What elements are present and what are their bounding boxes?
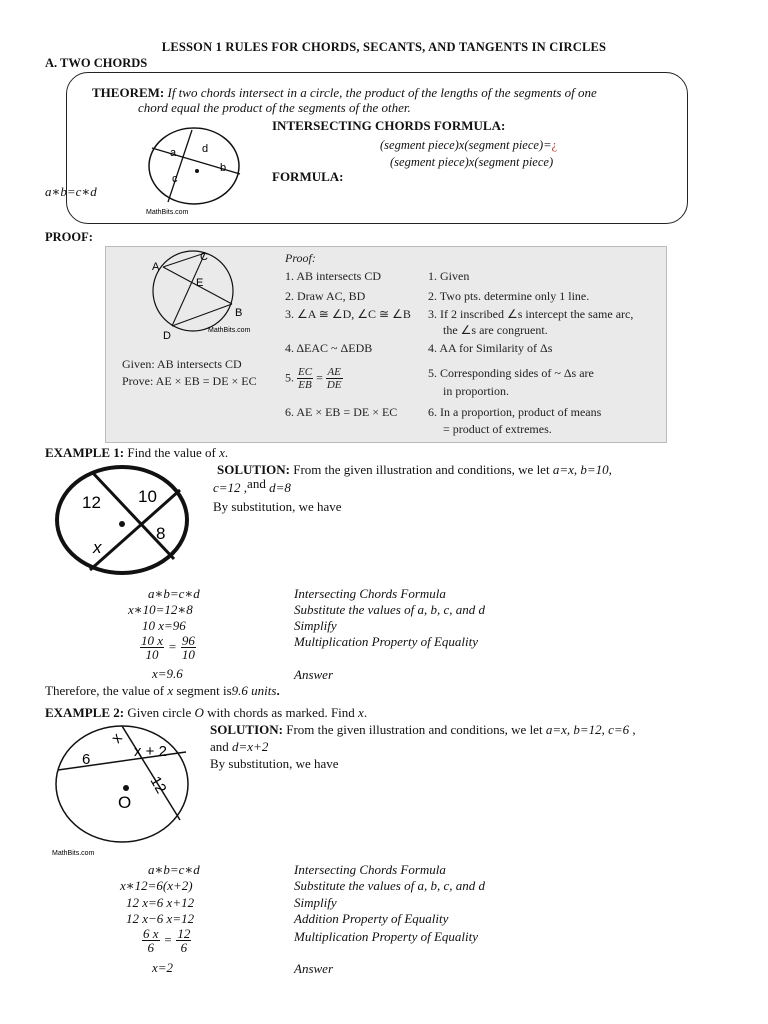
example1-and-word: and <box>247 476 266 491</box>
example1-by-substitution: By substitution, we have <box>213 499 342 514</box>
proof-label: Proof: <box>285 251 316 265</box>
example2-label-o: O <box>118 793 132 812</box>
example2-solution-label: SOLUTION: <box>210 722 283 737</box>
ex1-frac-right <box>181 634 196 661</box>
proof-reason-2: 2. Two pts. determine only 1 line. <box>428 289 590 303</box>
example2-and: and <box>210 739 233 754</box>
theorem-label: THEOREM: <box>92 85 165 100</box>
ratio-n1: EC <box>298 366 313 378</box>
example2-var: x <box>358 705 364 720</box>
example2-label-12: 12 <box>146 773 170 797</box>
formula-line1 <box>380 138 557 153</box>
chord-cd <box>168 130 192 202</box>
example1-prompt-text: Find the value of <box>124 445 220 460</box>
center-dot <box>195 169 199 173</box>
formula-line2: (segment piece)x(segment piece) <box>390 155 554 169</box>
example2-solution-text: From the given illustration and conditions, we let <box>282 722 546 737</box>
therefore-end: . <box>276 683 280 698</box>
example2-solution-line1 <box>210 722 636 738</box>
ex1-frac-right-num: 96 <box>181 633 195 648</box>
example1-chord-1 <box>92 472 174 559</box>
proof-label-a: A <box>152 261 160 273</box>
example1-solution-label: SOLUTION: <box>217 462 290 477</box>
proof-statement-6: 6. AE × EB = DE × EC <box>285 405 398 419</box>
example1-label-x: x <box>93 538 102 557</box>
proof-label-e: E <box>196 277 204 289</box>
example1-solution-line1 <box>217 462 612 478</box>
ex1-step3-math: 10 x=96 <box>142 618 186 633</box>
fig-label-d: d <box>202 143 209 155</box>
example1-sol-vars2: c=12 , <box>213 480 248 495</box>
example1-circle <box>57 467 187 573</box>
theorem-line2: chord equal the product of the segments of the other. <box>138 100 411 115</box>
ex2-frac-left <box>142 927 160 954</box>
example2-sol-vars1: a=x, b=12, c=6 , <box>545 722 636 737</box>
ex2-step5-math: $\frac{6 x}{6}$ = $\frac{12}{6}$ <box>143 926 191 955</box>
lesson-title: LESSON 1 RULES FOR CHORDS, SECANTS, AND TANGENTS IN CIRCLES <box>161 40 607 54</box>
fig-label-c: c <box>172 173 178 185</box>
example2-label-x: x <box>108 729 126 747</box>
example2-prompt <box>45 705 367 721</box>
example2-by-substitution: By substitution, we have <box>210 756 339 771</box>
example2-label-x2: x + 2 <box>134 743 167 760</box>
example1-figure <box>52 462 192 580</box>
therefore-b: segment is <box>173 683 232 698</box>
formula-abcd: a∗b=c∗d <box>45 184 97 199</box>
proof-ratio-left <box>297 366 313 391</box>
therefore-val: 9.6 units <box>231 683 277 698</box>
ex2-frac-left-num: 6 x <box>143 926 159 941</box>
example1-center <box>119 521 125 527</box>
ex2-step3-reason: Simplify <box>294 895 337 910</box>
example2-label: EXAMPLE 2: <box>45 705 125 720</box>
ex2-frac-left-den: 6 <box>147 940 155 955</box>
formula-label: FORMULA: <box>272 169 344 184</box>
example1-label-12: 12 <box>82 493 101 512</box>
proof-circle-figure <box>108 248 258 343</box>
fig-credit: MathBits.com <box>146 209 189 216</box>
example2-fig-credit: MathBits.com <box>52 850 95 857</box>
ex1-step1-math: a∗b=c∗d <box>148 586 200 601</box>
ex2-step3-math: 12 x=6 x+12 <box>126 895 195 910</box>
proof-statement-5: 5. $\frac{EC}{EB}$ = $\frac{AE}{DE}$ <box>285 366 342 391</box>
proof-reason-5a: 5. Corresponding sides of ~ Δs are <box>428 366 594 380</box>
example2-prompt-a: Given circle <box>124 705 195 720</box>
ex2-step5-reason: Multiplication Property of Equality <box>294 929 479 944</box>
example2-sol-vars2: d=x+2 <box>232 739 269 754</box>
ex1-frac-left-num: 10 x <box>141 633 164 648</box>
proof-statement-5-num: 5. <box>285 370 294 385</box>
proof-seg-ac <box>163 253 205 267</box>
ex2-frac-right-num: 12 <box>177 926 191 941</box>
ex1-step4-reason: Multiplication Property of Equality <box>294 634 479 649</box>
example1-end: . <box>224 445 229 460</box>
example2-solution-line2 <box>210 739 268 755</box>
therefore-a: Therefore, the value of <box>45 683 168 698</box>
proof-statement-2: 2. Draw AC, BD <box>285 289 366 303</box>
ex1-frac-left-den: 10 <box>145 647 159 662</box>
fig-label-a: a <box>170 147 177 159</box>
ex2-step4-reason: Addition Property of Equality <box>294 911 449 926</box>
formula-weird-char: ¿ <box>551 138 558 152</box>
ex2-frac-right <box>176 927 191 954</box>
proof-ratio-right <box>326 366 343 391</box>
ratio-d1: EB <box>298 379 312 391</box>
proof-reason-5b: in proportion. <box>428 384 509 398</box>
example1-label-8: 8 <box>156 524 166 543</box>
ex1-step5-reason: Answer <box>294 667 333 682</box>
example1-sol-vars1: a=x, b=10, <box>552 462 612 477</box>
proof-reason-6b: = product of extremes. <box>428 422 552 436</box>
proof-statement-4: 4. ΔEAC ~ ΔEDB <box>285 341 373 355</box>
example2-end: . <box>363 705 368 720</box>
theorem-line1: If two chords intersect in a circle, the product of the lengths of the segments of one <box>164 85 597 100</box>
example2-figure <box>50 722 200 862</box>
section-a-heading: A. TWO CHORDS <box>45 56 148 70</box>
example2-label-6: 6 <box>82 751 91 768</box>
proof-label-c: C <box>200 251 208 263</box>
ex1-frac-right-den: 10 <box>181 647 195 662</box>
formula-title: INTERSECTING CHORDS FORMULA: <box>272 118 506 133</box>
theorem-circle-figure <box>140 126 250 218</box>
proof-prove: Prove: AE × EB = DE × EC <box>122 374 257 388</box>
proof-label-b: B <box>235 307 243 319</box>
example1-prompt <box>45 445 228 461</box>
proof-chord-cd <box>172 253 205 326</box>
proof-statement-1: 1. AB intersects CD <box>285 269 381 283</box>
therefore-var: x <box>167 683 174 698</box>
ex1-step1-reason: Intersecting Chords Formula <box>294 586 446 601</box>
proof-reason-4: 4. AA for Similarity of Δs <box>428 341 553 355</box>
ex1-frac-left <box>140 634 164 661</box>
ex2-step2-reason: Substitute the values of a, b, c, and d <box>294 878 486 893</box>
ex2-frac-right-den: 6 <box>180 940 188 955</box>
example1-var: x <box>219 445 225 460</box>
proof-reason-3b: the ∠s are congruent. <box>428 323 548 337</box>
proof-reason-6a: 6. In a proportion, product of means <box>428 405 602 419</box>
theorem-text <box>92 85 682 115</box>
ex1-step2-reason: Substitute the values of a, b, c, and d <box>294 602 486 617</box>
ex1-step4-math: $\frac{10 x}{10}$ = $\frac{96}{10}$ <box>141 633 195 662</box>
example2-center <box>123 785 129 791</box>
formula-line1-text: (segment piece)x(segment piece)= <box>380 138 552 152</box>
proof-fig-credit: MathBits.com <box>208 327 251 334</box>
ex1-step2-math: x∗10=12∗8 <box>128 602 193 617</box>
ratio-d2: DE <box>326 379 342 391</box>
example2-circle-name: O <box>194 705 204 720</box>
example2-prompt-b: with chords as marked. Find <box>203 705 359 720</box>
proof-reason-3a: 3. If 2 inscribed ∠s intercept the same arc, <box>428 307 634 321</box>
ex1-step3-reason: Simplify <box>294 618 337 633</box>
ex2-step1-reason: Intersecting Chords Formula <box>294 862 446 877</box>
example1-therefore <box>45 683 280 699</box>
proof-heading: PROOF: <box>45 230 93 244</box>
ex2-step6-reason: Answer <box>294 961 333 976</box>
example1-label: EXAMPLE 1: <box>45 445 125 460</box>
example1-sol-vars3: d=8 <box>265 480 291 495</box>
proof-label-d: D <box>163 330 171 342</box>
ex1-step5-math: x=9.6 <box>152 666 183 681</box>
fig-label-b: b <box>220 162 227 174</box>
example1-label-10: 10 <box>138 487 157 506</box>
ex2-step2-math: x∗12=6(x+2) <box>120 878 193 893</box>
ex2-step1-math: a∗b=c∗d <box>148 862 200 877</box>
ex2-step6-math: x=2 <box>152 960 174 975</box>
proof-reason-1: 1. Given <box>428 269 470 283</box>
ratio-n2: AE <box>327 366 341 378</box>
ex2-step4-math: 12 x−6 x=12 <box>126 911 195 926</box>
example1-solution-text: From the given illustration and conditions, we let <box>289 462 553 477</box>
proof-circle <box>153 251 233 331</box>
proof-given: Given: AB intersects CD <box>122 357 242 371</box>
example1-solution-line2 <box>213 476 291 496</box>
proof-statement-3: 3. ∠A ≅ ∠D, ∠C ≅ ∠B <box>285 307 411 321</box>
